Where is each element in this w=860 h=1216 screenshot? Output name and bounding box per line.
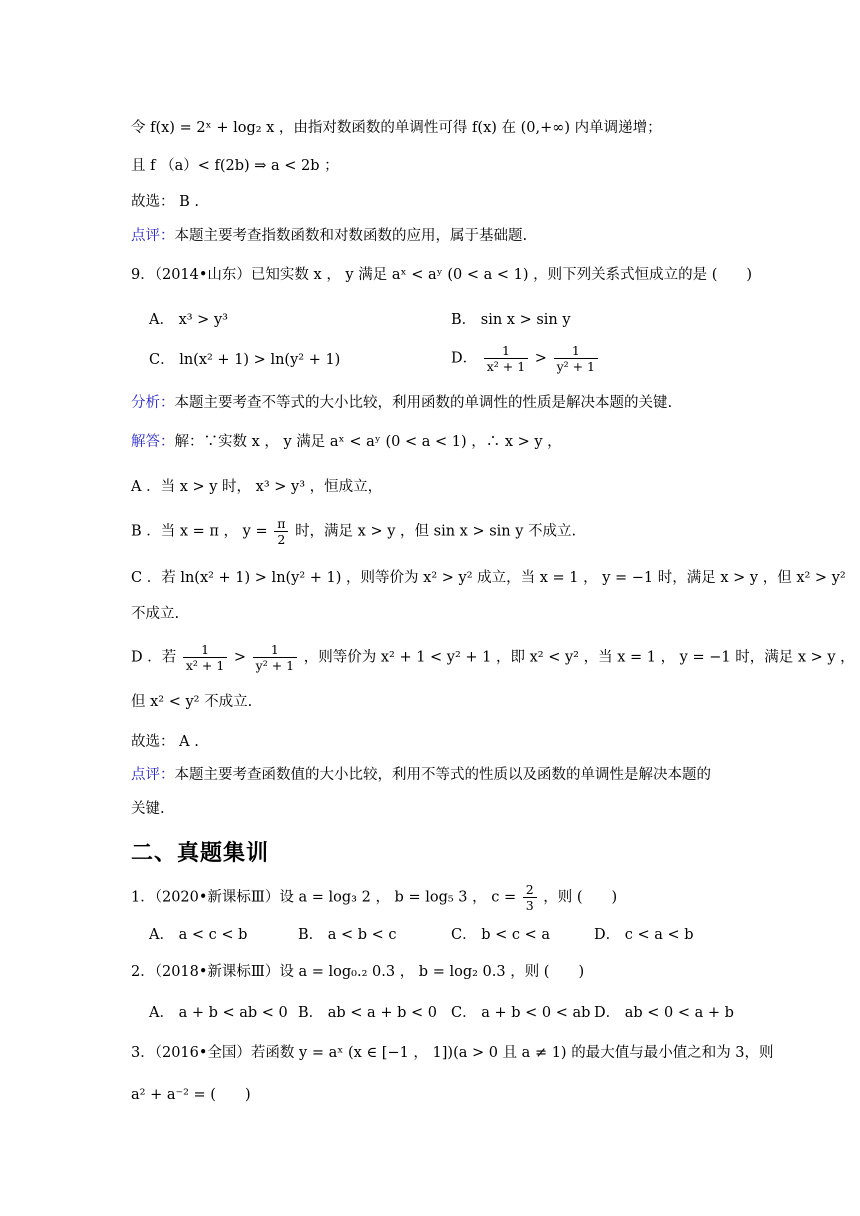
selection-line-1: 故选： B .: [131, 194, 199, 210]
step-d-prefix: D ．若: [131, 649, 177, 666]
p1-option-a: A． a < c < b: [149, 927, 248, 943]
answer-text: 解：∵实数 x ， y 满足 aˣ < aʸ (0 < a < 1) ，∴ x > y ，: [174, 434, 562, 450]
fraction-denominator: x² + 1: [183, 657, 227, 673]
step-c-line-1: C ．若 ln(x² + 1) > ln(y² + 1) ，则等价为 x² > y² 成立，当 x = 1 ， y = −1 时，满足 x > y ，但 x² > y²: [131, 570, 846, 586]
fraction: [183, 642, 227, 673]
solution-line-1: 令 f(x) = 2ˣ + log₂ x ，由指对数函数的单调性可得 f(x) 在 (0,+∞) 内单调递增；: [131, 120, 662, 136]
problem-3-line-2: a² + a⁻² = ( ): [131, 1087, 251, 1103]
comment-text: 本题主要考查指数函数和对数函数的应用，属于基础题.: [174, 228, 528, 244]
fraction: [253, 642, 297, 673]
problem-1-text: 1．（2020•新课标Ⅲ）设 a = log₃ 2 ， b = log₅ 3 ， c =: [131, 889, 521, 906]
step-a: A ．当 x > y 时， x³ > y³ ，恒成立，: [131, 479, 383, 495]
greater-than: >: [233, 649, 247, 666]
comment-label: 点评：: [131, 228, 175, 244]
q9-option-d-prefix: D．: [451, 350, 478, 367]
step-c-line-2: 不成立.: [131, 606, 180, 622]
problem-3: 3．（2016•全国）若函数 y = aˣ (x ∈ [−1 ， 1])(a > 0 且 a ≠ 1) 的最大值与最小值之和为 3，则: [131, 1045, 774, 1061]
step-d-line-1: [131, 642, 855, 673]
step-b: [131, 516, 576, 547]
answer-line: [131, 432, 562, 452]
fraction: [274, 516, 288, 547]
p2-option-b: B． ab < a + b < 0: [298, 1005, 437, 1021]
p2-option-d: D． ab < 0 < a + b: [594, 1005, 734, 1021]
analysis-line: [131, 393, 672, 413]
step-b-prefix: B ．当 x = π ， y =: [131, 523, 273, 540]
step-d-suffix: ，则等价为 x² + 1 < y² + 1 ，即 x² < y² ，当 x = 1 ， y = −1 时，满足 x > y ，: [303, 649, 855, 666]
section-heading: 二、真题集训: [131, 841, 270, 866]
fraction-numerator: 1: [501, 343, 510, 358]
fraction: [554, 343, 598, 374]
p1-option-b: B． a < b < c: [298, 927, 397, 943]
fraction-numerator: 1: [571, 343, 580, 358]
comment-label: 点评：: [131, 767, 175, 783]
selection-line-2: 故选： A .: [131, 734, 199, 750]
p1-option-d: D． c < a < b: [594, 927, 694, 943]
comment-line-1: [131, 226, 527, 246]
fraction-numerator: 1: [270, 642, 279, 657]
p1-option-c: C． b < c < a: [451, 927, 550, 943]
fraction-denominator: x² + 1: [484, 358, 528, 374]
fraction-denominator: 3: [523, 897, 537, 913]
solution-line-2: 且 f （a）< f(2b) ⇒ a < 2b ；: [131, 158, 339, 174]
fraction: [523, 882, 537, 913]
problem-2: 2．（2018•新课标Ⅲ）设 a = log₀.₂ 0.3 ， b = log₂ 0.3 ，则 ( ): [131, 964, 585, 980]
fraction-numerator: 2: [525, 882, 534, 897]
fraction: [484, 343, 528, 374]
greater-than: >: [534, 350, 547, 367]
problem-1-tail: ，则 ( ): [543, 889, 618, 906]
fraction-denominator: y² + 1: [253, 657, 297, 673]
fraction-numerator: 1: [201, 642, 210, 657]
comment-line-2: [131, 765, 711, 785]
analysis-label: 分析：: [131, 395, 175, 411]
step-d-line-2: 但 x² < y² 不成立.: [131, 694, 253, 710]
q9-option-a: A． x³ > y³: [149, 312, 228, 328]
p2-option-a: A． a + b < ab < 0: [149, 1005, 288, 1021]
question-9: 9．（2014•山东）已知实数 x ， y 满足 aˣ < aʸ (0 < a < 1) ，则下列关系式恒成立的是 ( ): [131, 267, 753, 283]
fraction-denominator: 2: [274, 531, 288, 547]
step-b-suffix: 时，满足 x > y ，但 sin x > sin y 不成立.: [295, 523, 577, 540]
q9-option-c: C． ln(x² + 1) > ln(y² + 1): [149, 352, 341, 368]
q9-option-b: B． sin x > sin y: [451, 312, 571, 328]
analysis-text: 本题主要考查不等式的大小比较，利用函数的单调性的性质是解决本题的关键.: [174, 395, 673, 411]
q9-option-d: [451, 343, 600, 374]
problem-1: [131, 882, 617, 913]
fraction-denominator: y² + 1: [554, 358, 598, 374]
p2-option-c: C． a + b < 0 < ab: [451, 1005, 591, 1021]
fraction-numerator: π: [277, 516, 286, 531]
answer-label: 解答：: [131, 434, 175, 450]
comment-line-2b: 关键.: [131, 801, 165, 817]
comment-text: 本题主要考查函数值的大小比较，利用不等式的性质以及函数的单调性是解决本题的: [174, 767, 711, 783]
